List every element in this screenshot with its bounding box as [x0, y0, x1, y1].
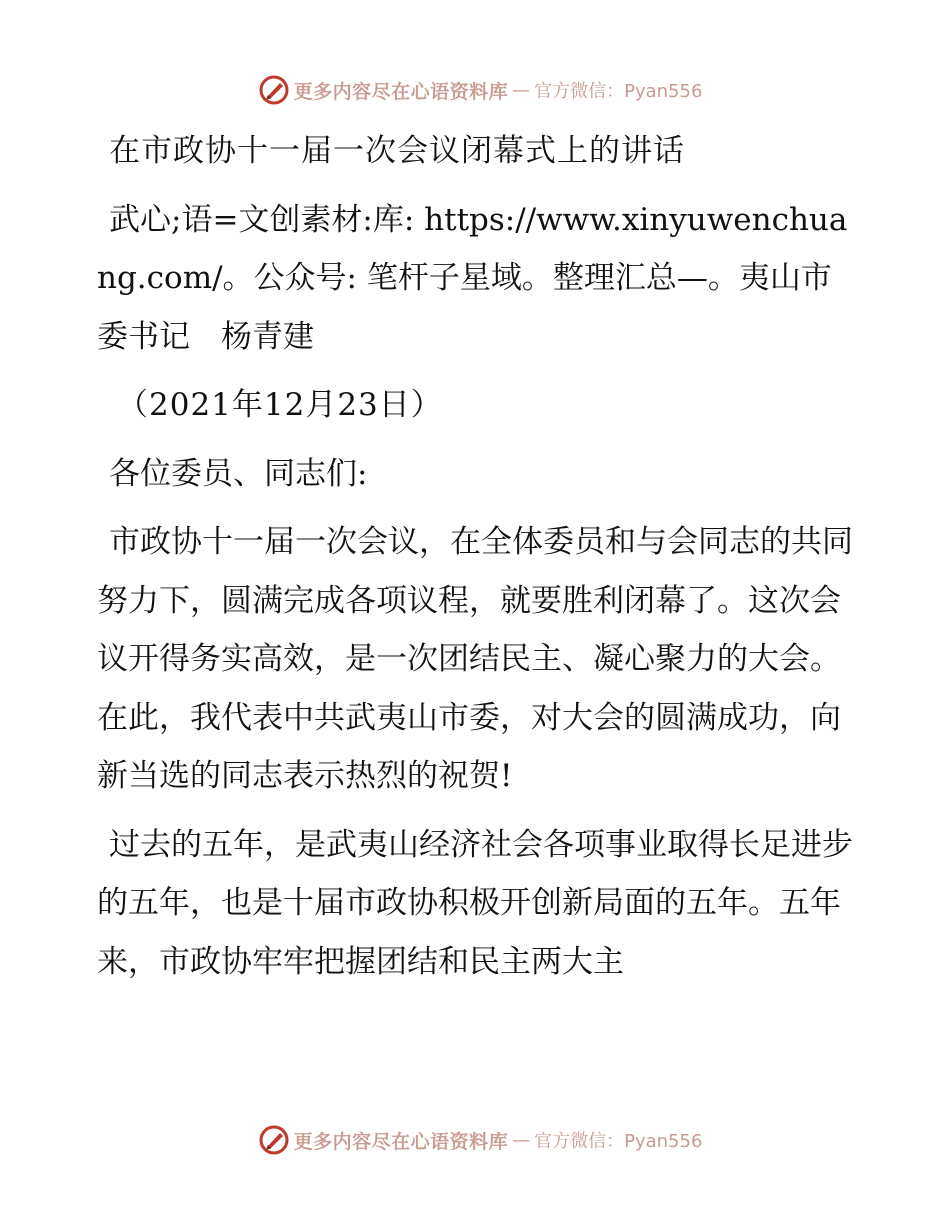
- watermark-dash: —: [512, 79, 531, 101]
- watermark-group: [258, 1124, 703, 1156]
- pen-logo-icon: [258, 74, 290, 106]
- document-title: 在市政协十一届一次会议闭幕式上的讲话: [109, 133, 685, 169]
- watermark-dash: —: [512, 1129, 531, 1151]
- pen-logo-icon: [258, 1124, 290, 1156]
- document-date: （2021年12月23日）: [117, 387, 443, 423]
- watermark-wechat: 官方微信：Pyan556: [534, 81, 703, 102]
- watermark-group: [258, 74, 703, 106]
- document-body: [97, 122, 857, 1001]
- watermark-wechat: 官方微信：Pyan556: [534, 1131, 703, 1152]
- salutation: 各位委员、同志们:: [109, 455, 368, 492]
- paragraph-2: 过去的五年，是武夷山经济社会各项事业取得长足进步的五年，也是十届市政协积极开创新局面的五年。五年来，市政协牢牢把握团结和民主两大主: [97, 826, 853, 980]
- footer-watermark-banner: [0, 1120, 950, 1160]
- watermark-text: 更多内容尽在心语资料库: [293, 80, 509, 103]
- document-source-line: 武心;语=文创素材:库: https://www.xinyuwenchuang.com/。公众号: 笔杆子星域。整理汇总—。夷山市委书记 杨青建: [97, 201, 848, 355]
- paragraph-1: 市政协十一届一次会议，在全体委员和与会同志的共同努力下，圆满完成各项议程，就要胜利闭幕了。这次会议开得务实高效，是一次团结民主、凝心聚力的大会。在此，我代表中共武夷山市委，对大会的圆满成功，向新当选的同志表示热烈的祝贺!: [97, 524, 853, 794]
- watermark-text: 更多内容尽在心语资料库: [293, 1130, 509, 1153]
- header-watermark-banner: [0, 70, 950, 110]
